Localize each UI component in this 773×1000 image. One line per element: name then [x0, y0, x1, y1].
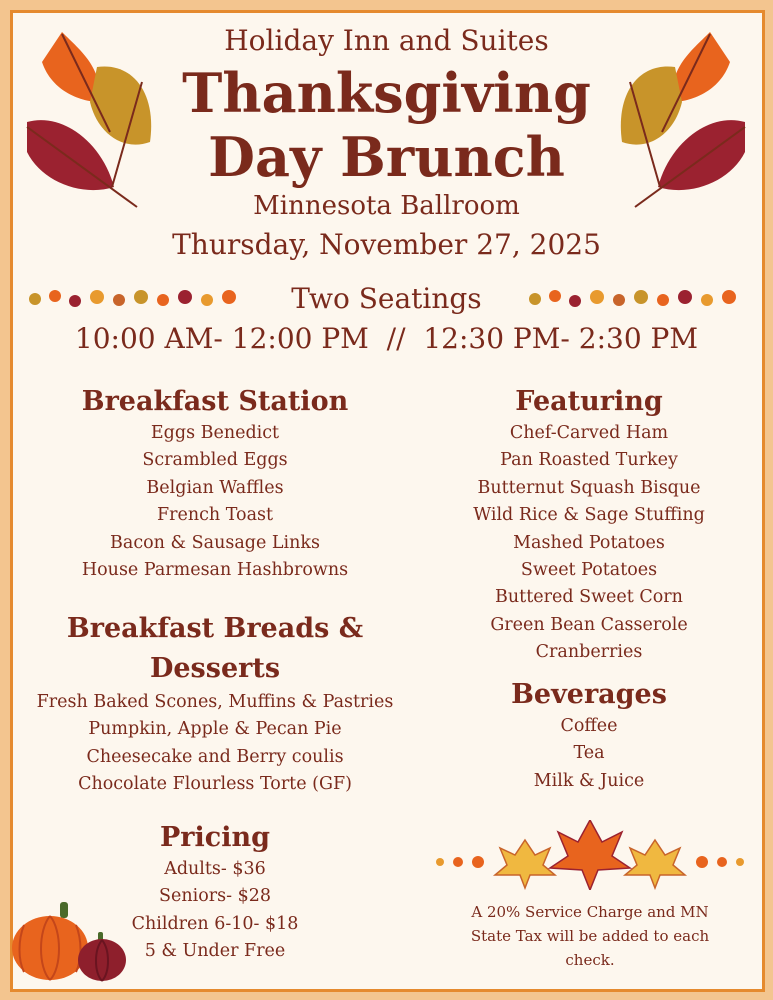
list-item: French Toast [156, 505, 274, 526]
list-item: Scrambled Eggs [142, 450, 288, 471]
list-item: Chocolate Flourless Torte (GF) [78, 774, 352, 795]
pumpkins-icon [10, 900, 130, 982]
event-title-line2: Day Brunch [208, 125, 565, 189]
list-item: Bacon & Sausage Links [110, 532, 320, 553]
list-item: House Parmesan Hashbrowns [81, 560, 349, 581]
list-item: Chef-Carved Ham [509, 423, 669, 443]
breakfast-station-section [20, 384, 410, 584]
list-item: Belgian Waffles [146, 477, 284, 498]
list-item: Coffee [560, 716, 618, 736]
list-item: Pan Roasted Turkey [500, 450, 678, 471]
pricing-heading: Pricing [160, 822, 270, 853]
list-item: Wild Rice & Sage Stuffing [473, 505, 705, 526]
list-item: Pumpkin, Apple & Pecan Pie [88, 719, 342, 740]
leaf-garland-left-icon [25, 284, 245, 314]
list-item: Fresh Baked Scones, Muffins & Pastries [36, 692, 394, 712]
breads-desserts-heading-line1: Breakfast Breads & [66, 613, 364, 644]
list-item: Cranberries [535, 642, 643, 663]
featuring-section [400, 384, 773, 667]
list-item: Mashed Potatoes [513, 532, 665, 553]
list-item: Milk & Juice [533, 770, 645, 791]
hotel-name: Holiday Inn and Suites [224, 24, 549, 57]
event-title-line1: Thanksgiving [182, 61, 591, 125]
breads-desserts-heading-line2: Desserts [149, 653, 281, 684]
breakfast-station-heading: Breakfast Station [81, 386, 349, 417]
featuring-heading: Featuring [515, 386, 663, 417]
list-item: Seniors- $28 [159, 886, 271, 907]
service-charge-note: A 20% Service Charge and MN State Tax will be added to each check. [470, 903, 710, 969]
seatings-label: Two Seatings [291, 282, 482, 315]
venue: Minnesota Ballroom [253, 191, 520, 221]
seating-times: 10:00 AM- 12:00 PM // 12:30 PM- 2:30 PM [74, 322, 699, 355]
list-item: Cheesecake and Berry coulis [86, 746, 344, 767]
list-item: Eggs Benedict [150, 423, 280, 443]
event-date: Thursday, November 27, 2025 [172, 228, 601, 261]
beverages-section [400, 677, 773, 795]
list-item: Butternut Squash Bisque [477, 477, 701, 498]
breads-desserts-section [20, 609, 410, 799]
leaf-garland-right-icon [525, 284, 745, 314]
list-item: Tea [573, 743, 605, 764]
list-item: Children 6-10- $18 [131, 913, 299, 934]
list-item: Buttered Sweet Corn [495, 587, 683, 608]
list-item: Sweet Potatoes [520, 560, 658, 581]
beverages-heading: Beverages [511, 679, 667, 710]
list-item: Adults- $36 [164, 859, 266, 879]
maple-leaves-divider-icon [430, 820, 750, 890]
list-item: 5 & Under Free [144, 941, 286, 962]
list-item: Green Bean Casserole [490, 614, 688, 635]
